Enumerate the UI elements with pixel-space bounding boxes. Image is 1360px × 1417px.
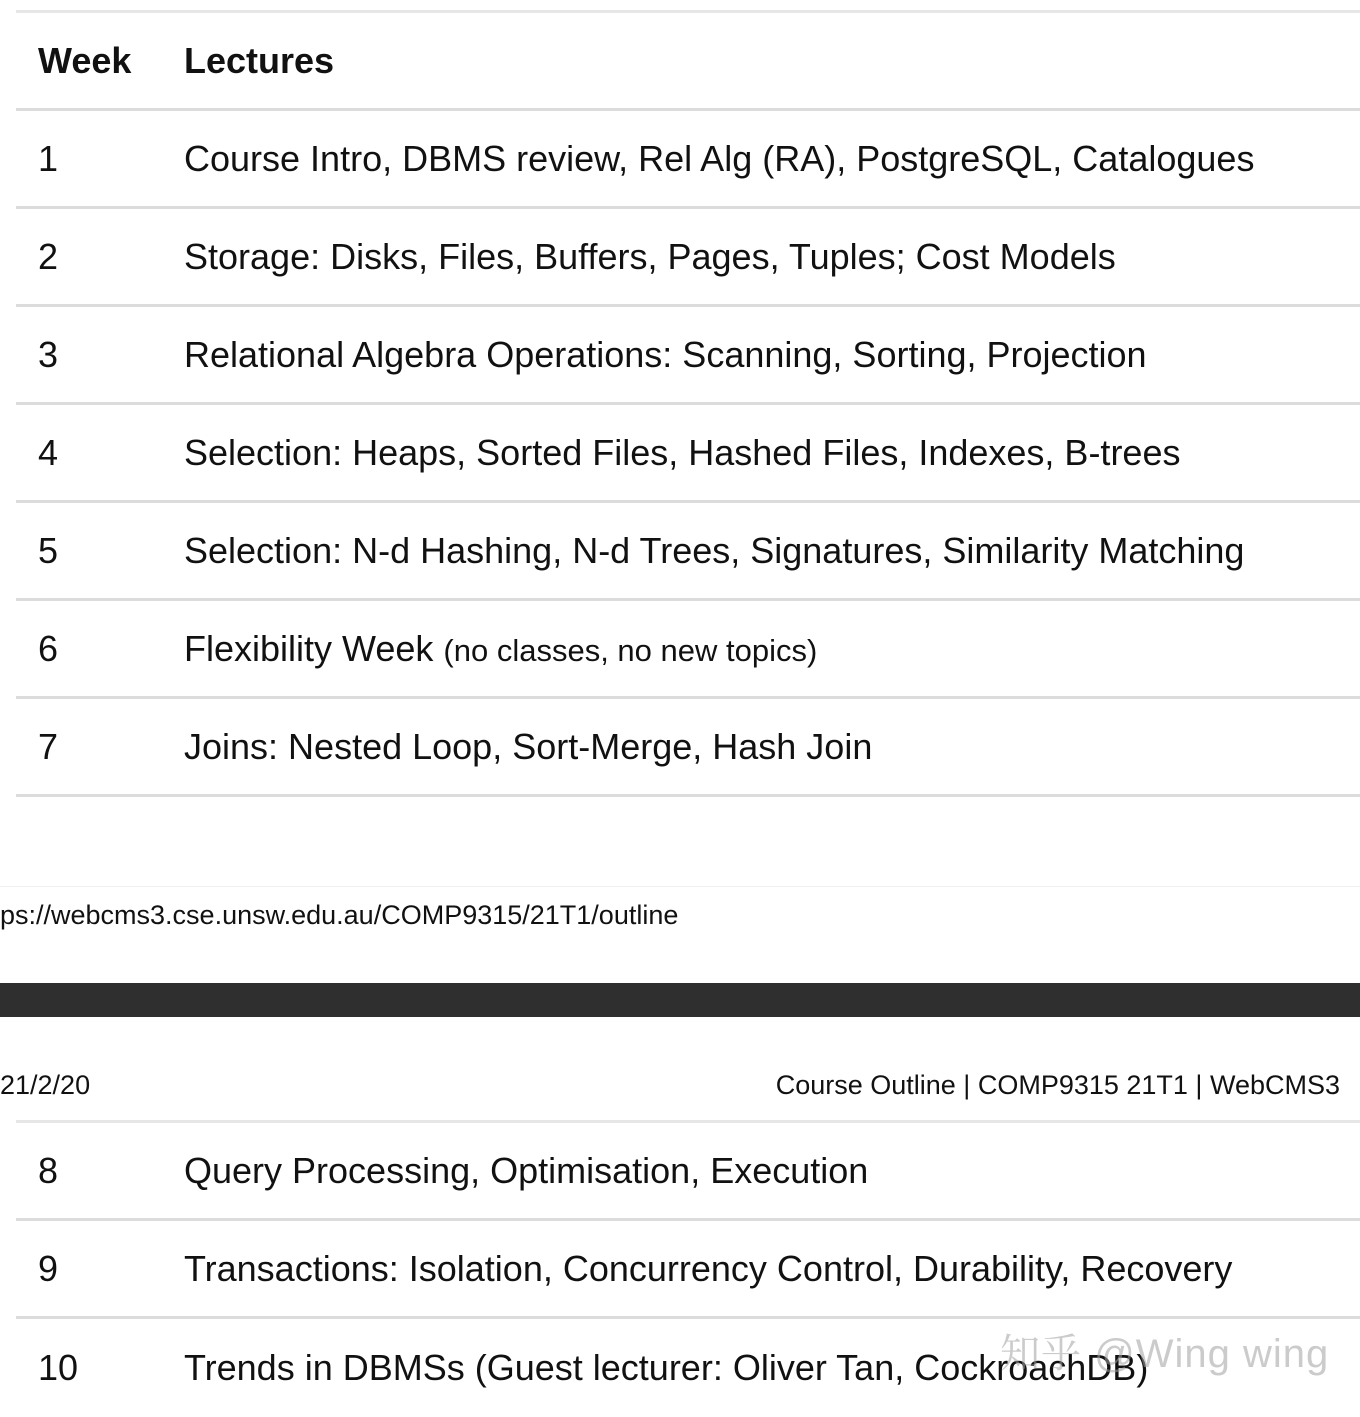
lecture-topics: Flexibility Week [184,627,434,669]
table-row [16,601,1360,699]
table-row [16,503,1360,601]
week-number: 1 [38,137,59,179]
week-number: 7 [38,725,59,767]
lecture-topics: Storage: Disks, Files, Buffers, Pages, Tuples; Cost Models [184,235,1116,277]
week-number: 5 [38,529,59,571]
watermark: 知乎 @Wing wing [1000,1332,1330,1376]
lecture-topics: Selection: Heaps, Sorted Files, Hashed Files, Indexes, B-trees [184,431,1181,473]
lecture-topics: Joins: Nested Loop, Sort-Merge, Hash Join [184,725,873,767]
page-url-footer: ps://webcms3.cse.unsw.edu.au/COMP9315/21T1/outline [0,900,679,930]
week-number: 6 [38,627,59,669]
table-row [16,405,1360,503]
lectures-column-header: Lectures [184,39,335,81]
table-header-row [16,13,1360,111]
week-number: 8 [38,1149,59,1191]
table-row [16,307,1360,405]
lecture-topics-with-note [184,628,817,670]
week-number: 9 [38,1247,59,1289]
page-break-band [0,983,1360,1017]
table-row [16,209,1360,307]
week-number: 3 [38,333,59,375]
lecture-note: (no classes, no new topics) [443,632,818,668]
week-number: 2 [38,235,59,277]
table-row [16,1221,1360,1319]
table-row [16,699,1360,797]
lecture-topics: Course Intro, DBMS review, Rel Alg (RA), PostgreSQL, Catalogues [184,137,1255,179]
week-number: 4 [38,431,59,473]
week-column-header: Week [38,39,132,81]
print-date: 21/2/20 [0,1070,91,1100]
lecture-topics: Transactions: Isolation, Concurrency Control, Durability, Recovery [184,1247,1233,1289]
lectures-table-page1 [16,10,1360,797]
divider [0,886,1360,887]
week-number: 10 [38,1347,79,1388]
table-row [16,111,1360,209]
lecture-topics: Trends in DBMSs (Guest lecturer: Oliver Tan, CockroachDB) [184,1347,1149,1388]
page-title: Course Outline | COMP9315 21T1 | WebCMS3 [775,1070,1340,1100]
table-row [16,1123,1360,1221]
lecture-topics: Relational Algebra Operations: Scanning, Sorting, Projection [184,333,1147,375]
lecture-topics: Selection: N-d Hashing, N-d Trees, Signatures, Similarity Matching [184,529,1245,571]
lecture-topics: Query Processing, Optimisation, Execution [184,1149,869,1191]
